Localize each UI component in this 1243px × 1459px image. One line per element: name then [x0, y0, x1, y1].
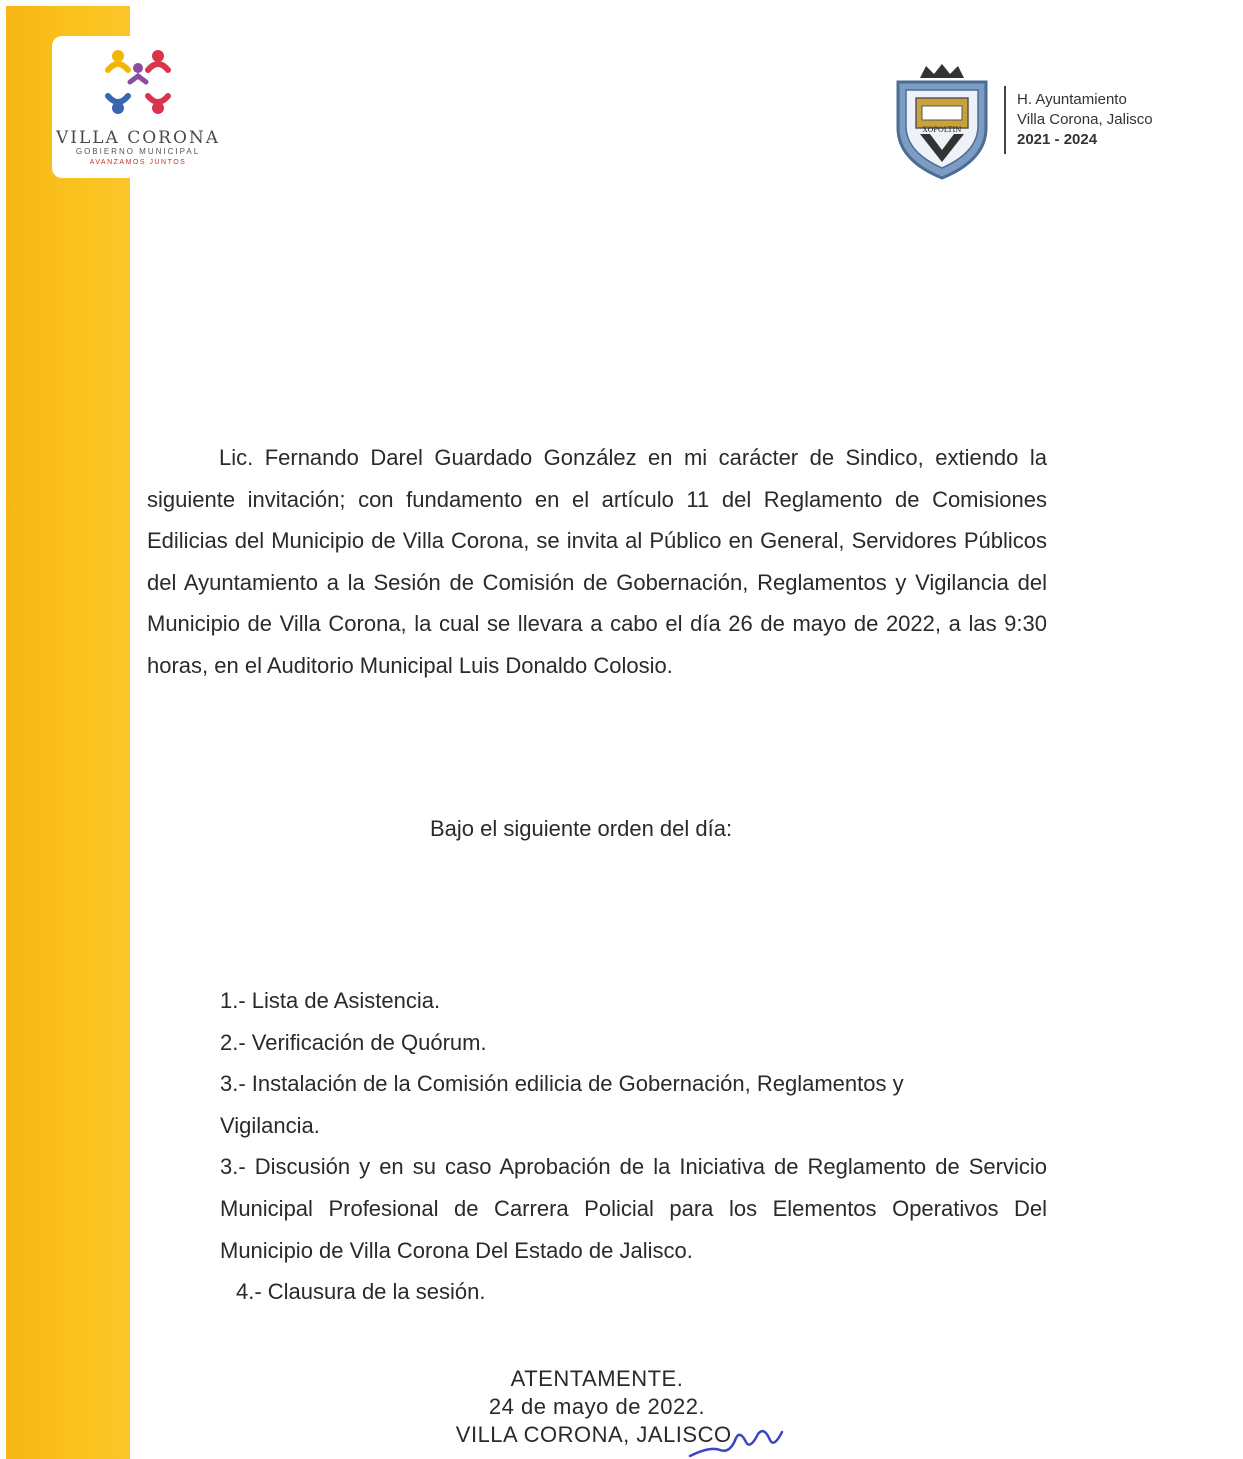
- logo-subtitle: GOBIERNO MUNICIPAL: [75, 147, 201, 156]
- agenda-item: 1.- Lista de Asistencia.: [220, 988, 441, 1013]
- agenda-item: 2.- Verificación de Quórum.: [220, 1029, 487, 1055]
- header-divider: [1004, 86, 1006, 154]
- location-label: Villa Corona, Jalisco: [1017, 111, 1153, 128]
- agenda-item: 3.- Discusión y en su caso Aprobación de la Iniciativa de Reglamento de Servicio Municipal Profesional de Carrera Policial para los Elementos Operativos Del Municipio de Villa Corona Del Estado de Jalisco.: [220, 1154, 1047, 1263]
- closing-date: 24 de mayo de 2022.: [488, 1394, 706, 1419]
- agenda-item: 4.- Clausura de la sesión.: [236, 1279, 486, 1305]
- closing-salutation: ATENTAMENTE.: [510, 1366, 684, 1391]
- ayuntamiento-label: H. Ayuntamiento: [1017, 91, 1127, 108]
- invitation-paragraph: Lic. Fernando Darel Guardado González en mi carácter de Sindico, extiendo la siguiente invitación; con fundamento en el artículo 11 del Reglamento de Comisiones Edilicias del Municipio de Villa Corona, se invita al Público en General, Servidores Públicos del Ayuntamiento a la Sesión de Comisión de Gobernación, Reglamentos y Vigilancia del Municipio de Villa Corona, la cual se llevara a cabo el día 26 de mayo de 2022, a las 9:30 horas, en el Auditorio Municipal Luis Donaldo Colosio.: [147, 445, 1047, 678]
- closing-place: VILLA CORONA, JALISCO.: [455, 1422, 739, 1447]
- agenda-list: [220, 980, 1047, 1313]
- villa-corona-logo-icon: [104, 48, 172, 122]
- municipal-seal-icon: [890, 62, 994, 182]
- logo-title: VILLA CORONA: [55, 128, 221, 148]
- logo-slogan: AVANZAMOS JUNTOS: [89, 159, 187, 166]
- agenda-item: 3.- Instalación de la Comisión edilicia de Gobernación, Reglamentos y Vigilancia.: [220, 1071, 904, 1138]
- seal-inscription: XOPOLTIN: [922, 126, 962, 134]
- yellow-side-bar: [6, 6, 130, 1459]
- agenda-intro: Bajo el siguiente orden del día:: [430, 816, 733, 841]
- header-right-text: [1017, 90, 1153, 150]
- villa-corona-logo: [52, 36, 224, 178]
- signature-icon: [680, 1428, 790, 1459]
- term-years: 2021 - 2024: [1017, 131, 1098, 148]
